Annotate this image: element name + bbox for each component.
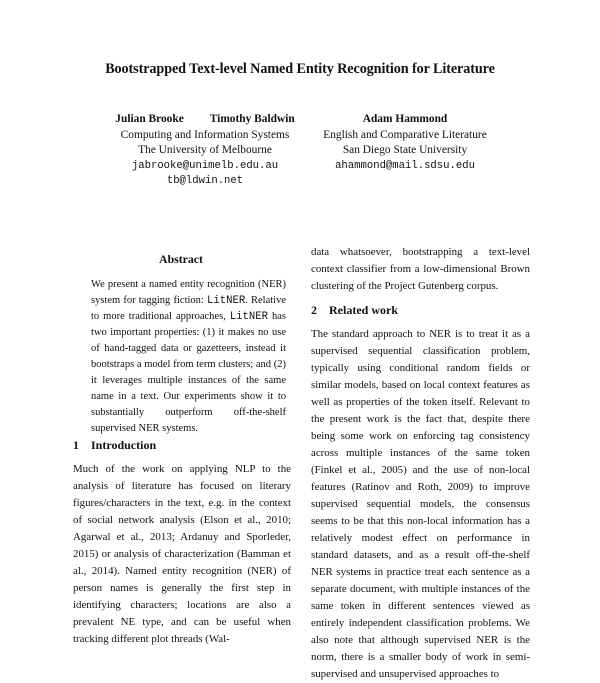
abstract-text	[91, 277, 286, 437]
abstract-heading: Abstract	[159, 252, 203, 266]
author-name: Julian Brooke	[115, 113, 184, 125]
author-block-2	[305, 112, 505, 174]
author-dept: Computing and Information Systems	[120, 128, 290, 141]
column-2-continued-text: data whatsoever, bootstrapping a text-level context classifier from a low-dimensional Brown clustering of the Project Gutenberg corpus.	[311, 246, 530, 292]
section-2-heading	[311, 303, 398, 318]
introduction-text: Much of the work on applying NLP to the analysis of literature has focused on literary figures/characters in the text, e.g. in the context of social network analysis (Elson et al., 2010; Agarwal et al., 2013; Ardanuy and Sporleder, 2015) or analysis of characterization (Bamman et al., 2014). Named entity recognition (NER) of person names is generally the first step in identifying characters; locations are also a prevalent NE type, and can be useful when tracking different plot threads (Wal-	[73, 463, 291, 645]
author-org: The University of Melbourne	[138, 144, 272, 157]
section-number: 2	[311, 303, 317, 317]
author-email: tb@ldwin.net	[166, 175, 244, 188]
related-work-text: The standard approach to NER is to treat it as a supervised sequential classification problem, typically using conditional random fields or similar models, based on local context features as well as properties of the token itself. Relevant to the present work is the fact that, despite there being some work on enforcing tag consistency across multiple instances of the same token (Finkel et al., 2005) and the use of non-local features (Ratinov and Roth, 2009) to improve supervised sequential models, the consensus seems to be that this non-local information has a relatively modest effect on performance in standard datasets, and as a result off-the-shelf NER systems in practice treat each sentence as a separate document, with multiple instances of the same token in different sentences viewed as entirely independent classification problems. We also note that although supervised NER is the norm, there is a smaller body of work in semi-supervised and unsupervised approaches to	[311, 328, 530, 680]
abstract-text-part: has two important properties: (1) it makes no use of hand-tagged data or gazetteers, instead it bootstraps a model from term clusters; and (2) it leverages multiple instances of the same name in a text. Our experiments show it to substantially outperform off-the-shelf supervised NER systems.	[91, 311, 286, 434]
author-email: ahammond@mail.sdsu.edu	[335, 159, 475, 172]
author-block-1	[100, 112, 310, 190]
section-title: Related work	[329, 303, 398, 317]
author-org: San Diego State University	[342, 144, 468, 157]
system-name: LitNER	[229, 311, 268, 323]
section-number: 1	[73, 438, 79, 452]
author-name: Adam Hammond	[362, 113, 448, 125]
author-dept: English and Comparative Literature	[323, 128, 487, 141]
section-title: Introduction	[91, 438, 157, 452]
abstract-text-part: We present a named entity recognition (NER) system for tagging fiction:	[91, 279, 286, 306]
system-name: LitNER	[207, 295, 246, 307]
author-email: jabrooke@unimelb.edu.au	[131, 159, 279, 172]
author-name: Timothy Baldwin	[209, 113, 295, 125]
abstract-text-part: . Relative to more traditional approaches,	[91, 295, 286, 322]
section-1-heading	[73, 438, 156, 453]
paper-title: Bootstrapped Text-level Named Entity Recognition for Literature	[105, 61, 495, 77]
author-names	[100, 112, 310, 128]
